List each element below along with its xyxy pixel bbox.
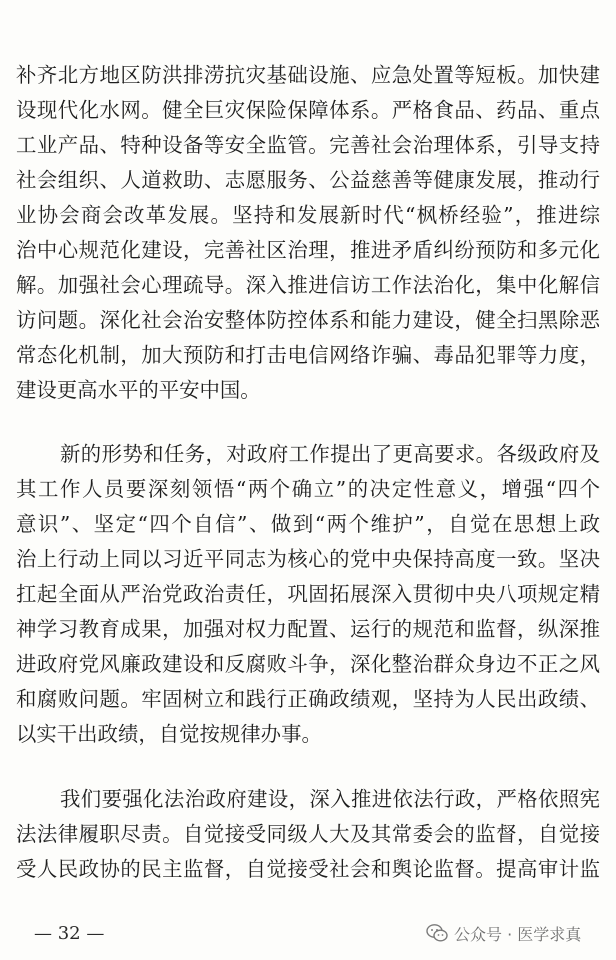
wechat-icon — [426, 923, 448, 943]
text-line: 受人民政协的民主监督，自觉接受社会和舆论监督。提高审计监 — [16, 857, 600, 881]
text-line: 扛起全面从严治党政治责任，巩固拓展深入贯彻中央八项规定精 — [16, 582, 600, 606]
text-line: 其工作人员要深刻领悟“两个确立”的决定性意义，增强“四个 — [16, 477, 600, 501]
text-line: 进政府党风廉政建设和反腐败斗争，深化整治群众身边不正之风 — [16, 652, 600, 676]
text-line: 我们要强化法治政府建设，深入推进依法行政，严格依照宪 — [60, 787, 600, 811]
text-line: 新的形势和任务，对政府工作提出了更高要求。各级政府及 — [60, 442, 600, 466]
text-line: 解。加强社会心理疏导。深入推进信访工作法治化，集中化解信 — [16, 273, 600, 297]
text-line: 神学习教育成果，加强对权力配置、运行的规范和监督，纵深推 — [16, 617, 600, 641]
watermark-text: 公众号 · 医学求真 — [454, 924, 582, 944]
text-line: 补齐北方地区防洪排涝抗灾基础设施、应急处置等短板。加快建 — [16, 63, 600, 87]
text-line: 以实干出政绩，自觉按规律办事。 — [16, 722, 322, 746]
watermark — [426, 918, 581, 948]
text-line: 社会组织、人道救助、志愿服务、公益慈善等健康发展，推动行 — [16, 168, 600, 192]
text-line: 常态化机制，加大预防和打击电信网络诈骗、毒品犯罪等力度， — [16, 343, 600, 367]
text-line: 法法律履职尽责。自觉接受同级人大及其常委会的监督，自觉接 — [16, 822, 600, 846]
text-line: 和腐败问题。牢固树立和践行正确政绩观，坚持为人民出政绩、 — [16, 687, 600, 711]
text-line: 业协会商会改革发展。坚持和发展新时代“枫桥经验”，推进综 — [16, 203, 600, 227]
text-line: 治上行动上同以习近平同志为核心的党中央保持高度一致。坚决 — [16, 547, 600, 571]
text-line: 建设更高水平的平安中国。 — [16, 378, 261, 402]
text-line: 治中心规范化建设，完善社区治理，推进矛盾纠纷预防和多元化 — [16, 238, 600, 262]
text-line: 设现代化水网。健全巨灾保险保障体系。严格食品、药品、重点 — [16, 98, 600, 122]
text-line: 意识”、坚定“四个自信”、做到“两个维护”，自觉在思想上政 — [16, 512, 600, 536]
text-line: 工业产品、特种设备等安全监管。完善社会治理体系，引导支持 — [16, 133, 600, 157]
text-line: 访问题。深化社会治安整体防控体系和能力建设，健全扫黑除恶 — [16, 308, 600, 332]
page-number: — 32 — — [34, 923, 105, 944]
